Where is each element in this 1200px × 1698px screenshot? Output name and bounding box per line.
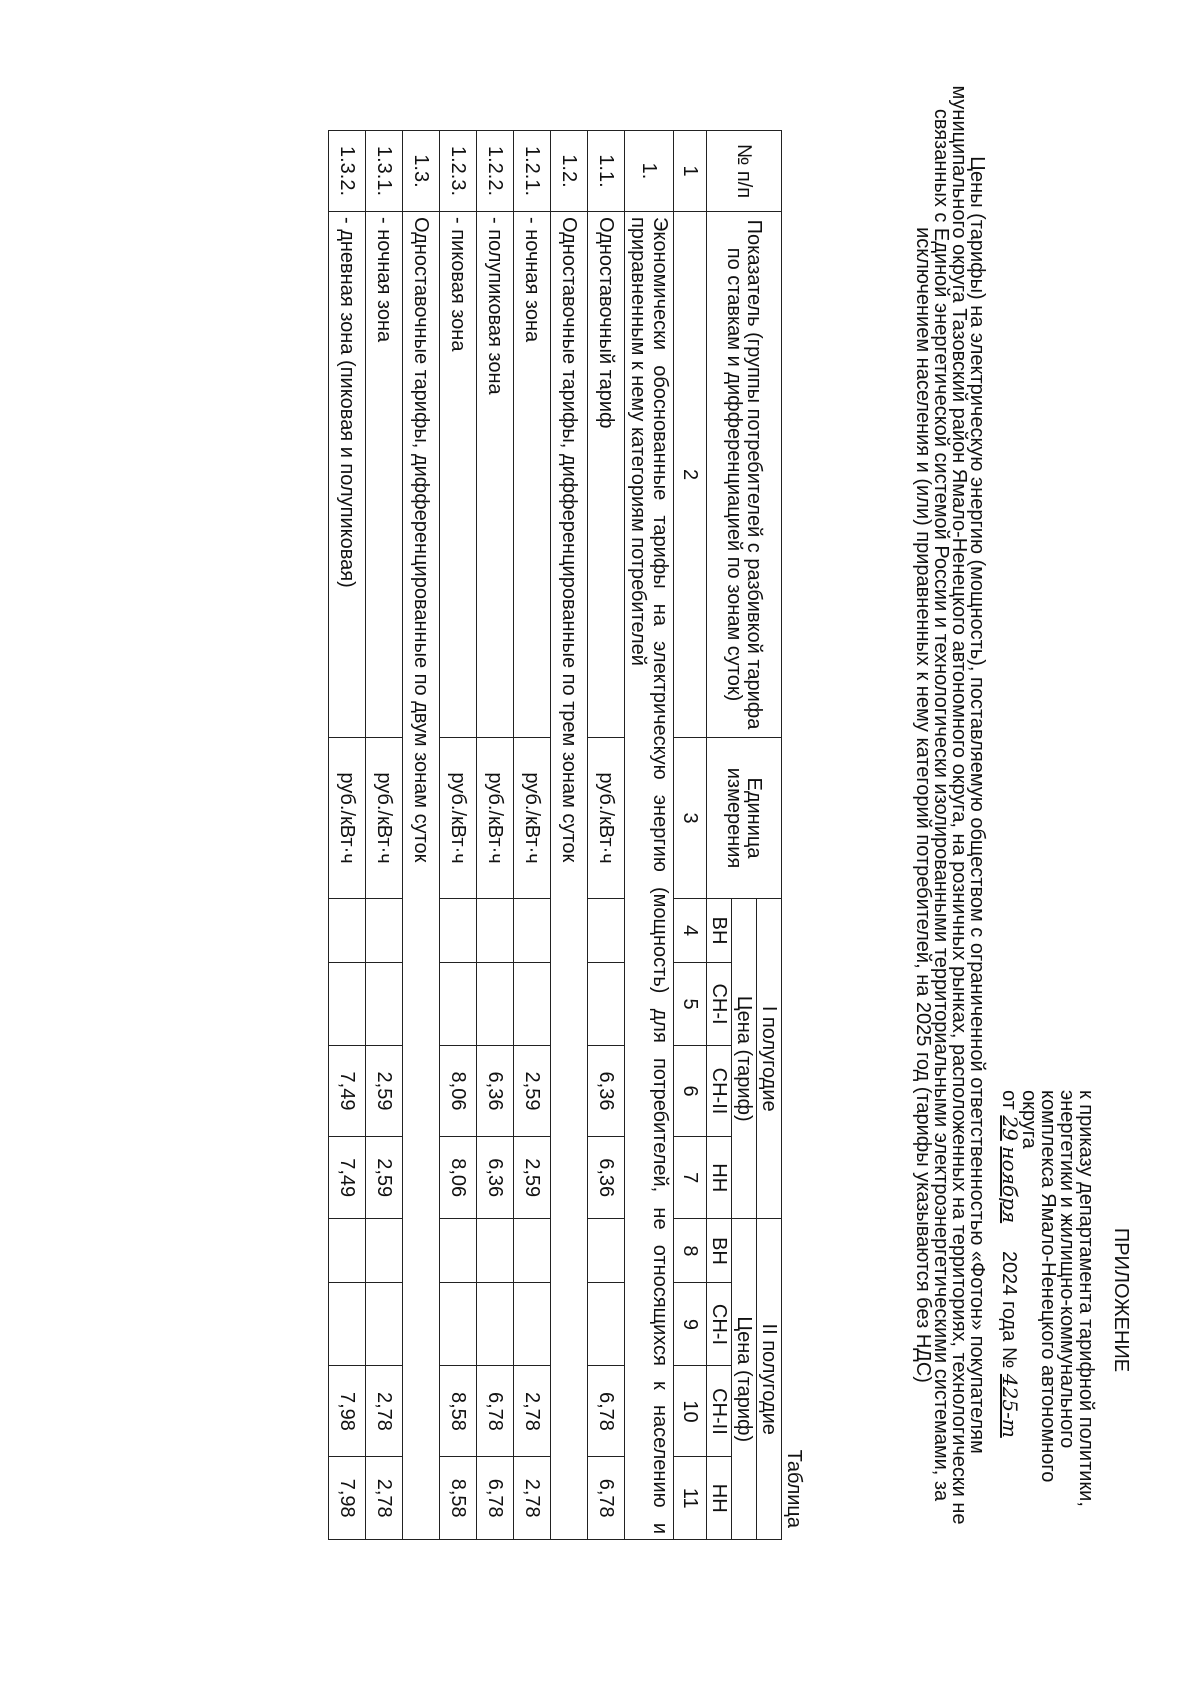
appendix-line: комплекса Ямало-Ненецкого автономного — [1037, 1090, 1059, 1483]
price-cell — [477, 899, 514, 963]
row-name: - дневная зона (пиковая и полупиковая) — [329, 212, 366, 738]
price-cell: 7,49 — [329, 1137, 366, 1219]
price-cell: 8,58 — [440, 1457, 477, 1540]
row-name: - ночная зона — [366, 212, 403, 738]
header-level: ВН — [707, 1219, 732, 1283]
price-cell: 8,58 — [440, 1366, 477, 1457]
header-price-2: Цена (тариф) — [732, 1219, 757, 1540]
order-number: 425-т — [998, 1373, 1022, 1438]
section-row — [403, 131, 440, 1540]
header-unit: Единица измерения — [707, 738, 782, 899]
price-cell — [588, 899, 625, 963]
price-cell: 2,78 — [514, 1457, 551, 1540]
price-cell — [440, 1283, 477, 1366]
row-name: - ночная зона — [514, 212, 551, 738]
appendix-date — [998, 1090, 1022, 1510]
col-number: 7 — [674, 1137, 707, 1219]
date-day: 29 — [998, 1115, 1022, 1141]
appendix-title: ПРИЛОЖЕНИЕ — [1110, 1227, 1132, 1373]
price-cell: 6,78 — [588, 1366, 625, 1457]
row-unit: руб./кВт·ч — [329, 738, 366, 899]
price-cell: 6,36 — [588, 1137, 625, 1219]
col-number: 2 — [674, 212, 707, 738]
price-cell — [514, 963, 551, 1046]
price-cell: 2,78 — [514, 1366, 551, 1457]
price-cell: 6,78 — [588, 1457, 625, 1540]
price-cell — [366, 1283, 403, 1366]
header-indicator: Показатель (группы потребителей с разбивкой тарифа по ставкам и дифференциацией по зонам суток) — [707, 212, 782, 738]
price-cell — [366, 1219, 403, 1283]
row-number: 1. — [625, 131, 674, 212]
price-cell — [477, 1283, 514, 1366]
row-number: 1.2. — [551, 131, 588, 212]
price-cell: 7,98 — [329, 1457, 366, 1540]
section-title: Одноставочные тарифы, дифференцированные по трем зонам суток — [551, 212, 588, 1540]
section-row — [625, 131, 674, 1540]
header-half2: II полугодие — [757, 1219, 782, 1540]
appendix-line: к приказу департамента тарифной политики, — [1075, 1090, 1097, 1507]
row-unit: руб./кВт·ч — [588, 738, 625, 899]
header-price-1: Цена (тариф) — [732, 899, 757, 1219]
section-title: Одноставочные тарифы, дифференцированные по двум зонам суток — [403, 212, 440, 1540]
col-number: 3 — [674, 738, 707, 899]
col-number: 10 — [674, 1366, 707, 1457]
row-unit: руб./кВт·ч — [440, 738, 477, 899]
price-cell — [514, 1219, 551, 1283]
table-row — [588, 131, 625, 1540]
price-cell — [514, 1283, 551, 1366]
price-cell: 8,06 — [440, 1046, 477, 1137]
table-row — [477, 131, 514, 1540]
price-cell: 7,49 — [329, 1046, 366, 1137]
header-level: НН — [707, 1457, 732, 1540]
date-month: ноября — [998, 1146, 1022, 1224]
price-cell — [477, 1219, 514, 1283]
price-cell — [440, 899, 477, 963]
row-number: 1.2.3. — [440, 131, 477, 212]
tariff-table — [328, 130, 782, 1540]
price-cell: 8,06 — [440, 1137, 477, 1219]
header-level: СН-II — [707, 1366, 732, 1457]
appendix-line: округа — [1018, 1090, 1040, 1149]
price-cell — [588, 1283, 625, 1366]
price-cell — [588, 963, 625, 1046]
date-prefix: от — [998, 1090, 1020, 1110]
price-cell: 2,59 — [514, 1046, 551, 1137]
price-cell — [514, 899, 551, 963]
price-cell: 7,98 — [329, 1366, 366, 1457]
header-half1: I полугодие — [757, 899, 782, 1219]
col-number: 9 — [674, 1283, 707, 1366]
header-level: ВН — [707, 899, 732, 963]
header-level: СН-II — [707, 1046, 732, 1137]
header-num: № п/п — [707, 131, 782, 212]
header-level: НН — [707, 1137, 732, 1219]
price-cell — [329, 899, 366, 963]
row-number: 1.3. — [403, 131, 440, 212]
price-cell — [366, 899, 403, 963]
row-unit: руб./кВт·ч — [477, 738, 514, 899]
price-cell: 2,59 — [366, 1046, 403, 1137]
price-cell — [329, 1283, 366, 1366]
row-number: 1.3.1. — [366, 131, 403, 212]
table-row — [514, 131, 551, 1540]
row-name: - полупиковая зона — [477, 212, 514, 738]
price-cell: 2,59 — [366, 1137, 403, 1219]
column-number-row — [674, 131, 707, 1540]
price-cell: 2,78 — [366, 1457, 403, 1540]
appendix-block — [999, 1090, 1130, 1510]
price-cell — [366, 963, 403, 1046]
row-number: 1.3.2. — [329, 131, 366, 212]
document-title: Цены (тарифы) на электрическую энергию (мощность), поставляемую обществом с ограниченной ответственностью «Фотон» покупателям муниципального округа Тазовский район Ямало-Ненецкого автономного округа, на розничных рынках, расположенных на территориях, технологически не связанных с Единой энергетической системой России и технологически изолированными территориальными электроэнергетическими системами, за исключением населения и (или) приравненных к нему категорий потребителей, на 2025 год (тарифы указываются без НДС) — [912, 85, 988, 1525]
table-row — [440, 131, 477, 1540]
price-cell — [440, 963, 477, 1046]
row-number: 1.2.2. — [477, 131, 514, 212]
col-number: 11 — [674, 1457, 707, 1540]
section-row — [551, 131, 588, 1540]
table-body — [329, 131, 707, 1540]
date-year: 2024 года № — [998, 1250, 1020, 1369]
table-row — [329, 131, 366, 1540]
row-name: - пиковая зона — [440, 212, 477, 738]
price-cell: 6,36 — [588, 1046, 625, 1137]
appendix-line: энергетики и жилищно-коммунального — [1056, 1090, 1078, 1449]
price-cell — [477, 963, 514, 1046]
row-number: 1.1. — [588, 131, 625, 212]
price-cell — [588, 1219, 625, 1283]
price-cell: 6,36 — [477, 1137, 514, 1219]
col-number: 5 — [674, 963, 707, 1046]
row-name: Одноставочный тариф — [588, 212, 625, 738]
col-number: 1 — [674, 131, 707, 212]
price-cell: 6,36 — [477, 1046, 514, 1137]
price-cell — [329, 963, 366, 1046]
table-row — [366, 131, 403, 1540]
price-cell — [440, 1219, 477, 1283]
col-number: 6 — [674, 1046, 707, 1137]
header-level: СН-I — [707, 1283, 732, 1366]
row-unit: руб./кВт·ч — [366, 738, 403, 899]
header-level: СН-I — [707, 963, 732, 1046]
price-cell: 6,78 — [477, 1457, 514, 1540]
row-unit: руб./кВт·ч — [514, 738, 551, 899]
col-number: 4 — [674, 899, 707, 963]
price-cell: 2,59 — [514, 1137, 551, 1219]
section-title: Экономически обоснованные тарифы на электрическую энергию (мощность) для потребителей, не относящихся к населению и приравненным к нему категориям потребителей — [625, 212, 674, 1540]
price-cell: 6,78 — [477, 1366, 514, 1457]
price-cell — [329, 1219, 366, 1283]
table-label: Таблица — [783, 1449, 805, 1528]
row-number: 1.2.1. — [514, 131, 551, 212]
price-cell: 2,78 — [366, 1366, 403, 1457]
col-number: 8 — [674, 1219, 707, 1283]
